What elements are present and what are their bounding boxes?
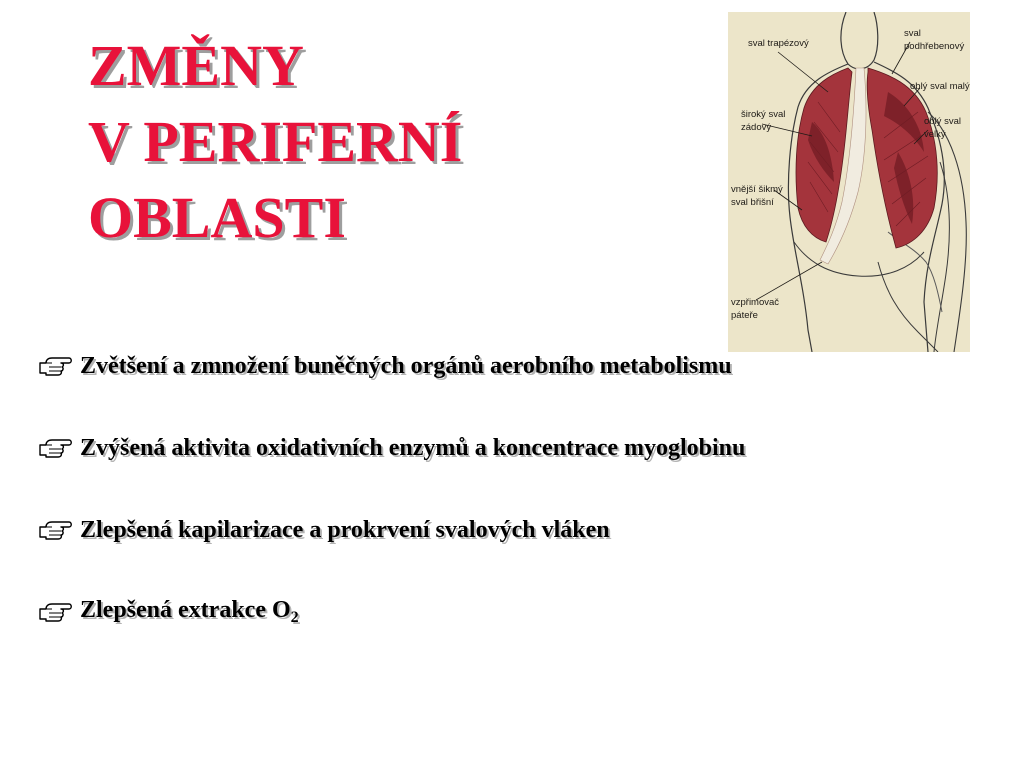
label-latissimus-line1: široký sval (741, 109, 786, 120)
pointing-hand-icon (38, 519, 72, 541)
label-teres-minor: oblý sval malý (910, 81, 970, 92)
pointing-hand-icon (38, 601, 72, 623)
bullet-text-main: Zlepšená extrakce O (80, 597, 291, 623)
bullet-text: Zvýšená aktivita oxidativních enzymů a koncentrace myoglobinu (80, 434, 746, 461)
title-line-1: ZMĚNY (88, 33, 304, 98)
bullet-list (38, 345, 745, 673)
bullet-text: Zvětšení a zmnožení buněčných orgánů aerobního metabolismu (80, 352, 732, 379)
title-line-3: OBLASTI (88, 185, 346, 250)
bullet-item (38, 345, 745, 387)
title-line-2: V PERIFERNÍ (88, 109, 463, 174)
label-latissimus-line2: zádový (741, 122, 772, 133)
label-oblique-line2: sval břišní (731, 197, 774, 208)
label-trapezius: sval trapézový (748, 38, 809, 49)
back-muscles-illustration (728, 12, 970, 352)
label-supraspinatus-line2: podhřebenový (904, 41, 965, 52)
pointing-hand-icon (38, 355, 72, 377)
label-erector-line2: páteře (731, 310, 758, 321)
label-teres-major-line1: oblý sval (924, 116, 961, 127)
bullet-text: Zlepšená kapilarizace a prokrvení svalových vláken (80, 516, 610, 543)
pointing-hand-icon (38, 437, 72, 459)
bullet-item (38, 509, 745, 551)
label-oblique-line1: vnější šikmý (731, 184, 783, 195)
label-erector-line1: vzpřimovač (731, 297, 780, 308)
slide-title (88, 28, 462, 256)
bullet-item (38, 427, 745, 469)
bullet-subscript: 2 (290, 609, 299, 626)
bullet-item (38, 591, 745, 633)
label-teres-major-line2: velký (924, 129, 946, 140)
label-supraspinatus-line1: sval (904, 28, 921, 39)
bullet-text (80, 597, 299, 627)
